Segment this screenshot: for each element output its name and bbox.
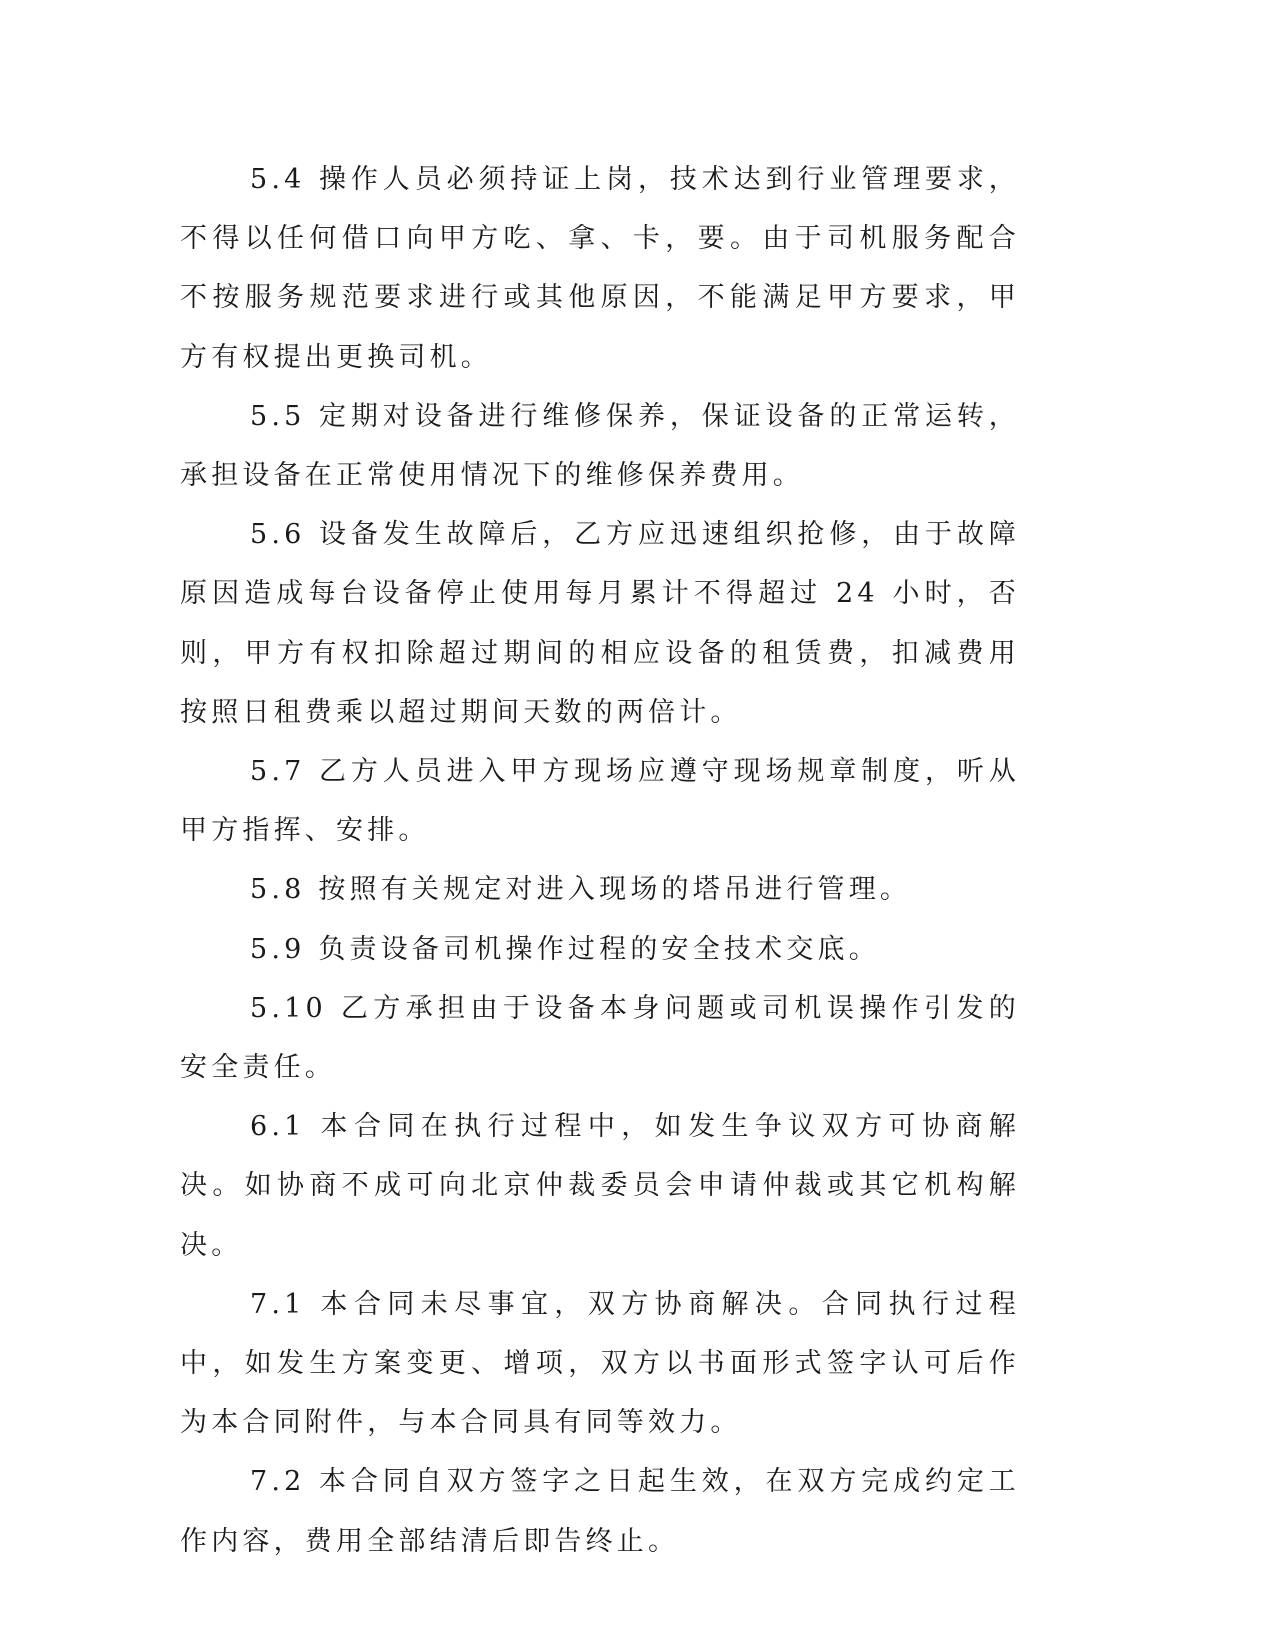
clause-5-10: 5.10 乙方承担由于设备本身问题或司机误操作引发的安全责任。 (180, 992, 1020, 1084)
clause-5-8: 5.8 按照有关规定对进入现场的塔吊进行管理。 (250, 874, 912, 906)
clause-5-4: 5.4 操作人员必须持证上岗，技术达到行业管理要求，不得以任何借口向甲方吃、拿、卡，要。由于司机服务配合不按服务规范要求进行或其他原因，不能满足甲方要求，甲方有权提出更换司机。 (180, 164, 1020, 373)
clause-5-5: 5.5 定期对设备进行维修保养，保证设备的正常运转，承担设备在正常使用情况下的维修保养费用。 (180, 400, 1020, 492)
clause-5-7: 5.7 乙方人员进入甲方现场应遵守现场规章制度，听从甲方指挥、安排。 (180, 756, 1020, 847)
clause-7-1: 7.1 本合同未尽事宜，双方协商解决。合同执行过程中，如发生方案变更、增项，双方以书面形式签字认可后作为本合同附件，与本合同具有同等效力。 (180, 1288, 1020, 1439)
clause-7-2: 7.2 本合同自双方签字之日起生效，在双方完成约定工作内容，费用全部结清后即告终止。 (180, 1466, 1020, 1557)
clause-5-9: 5.9 负责设备司机操作过程的安全技术交底。 (250, 933, 880, 965)
clause-5-6: 5.6 设备发生故障后，乙方应迅速组织抢修，由于故障原因造成每台设备停止使用每月累计不得超过 24 小时，否则，甲方有权扣除超过期间的相应设备的租赁费，扣减费用按照日租费乘以超过期间天数的两倍计。 (180, 519, 1020, 728)
document-body (180, 150, 1020, 1571)
clause-6-1: 6.1 本合同在执行过程中，如发生争议双方可协商解决。如协商不成可向北京仲裁委员会申请仲裁或其它机构解决。 (180, 1111, 1020, 1261)
